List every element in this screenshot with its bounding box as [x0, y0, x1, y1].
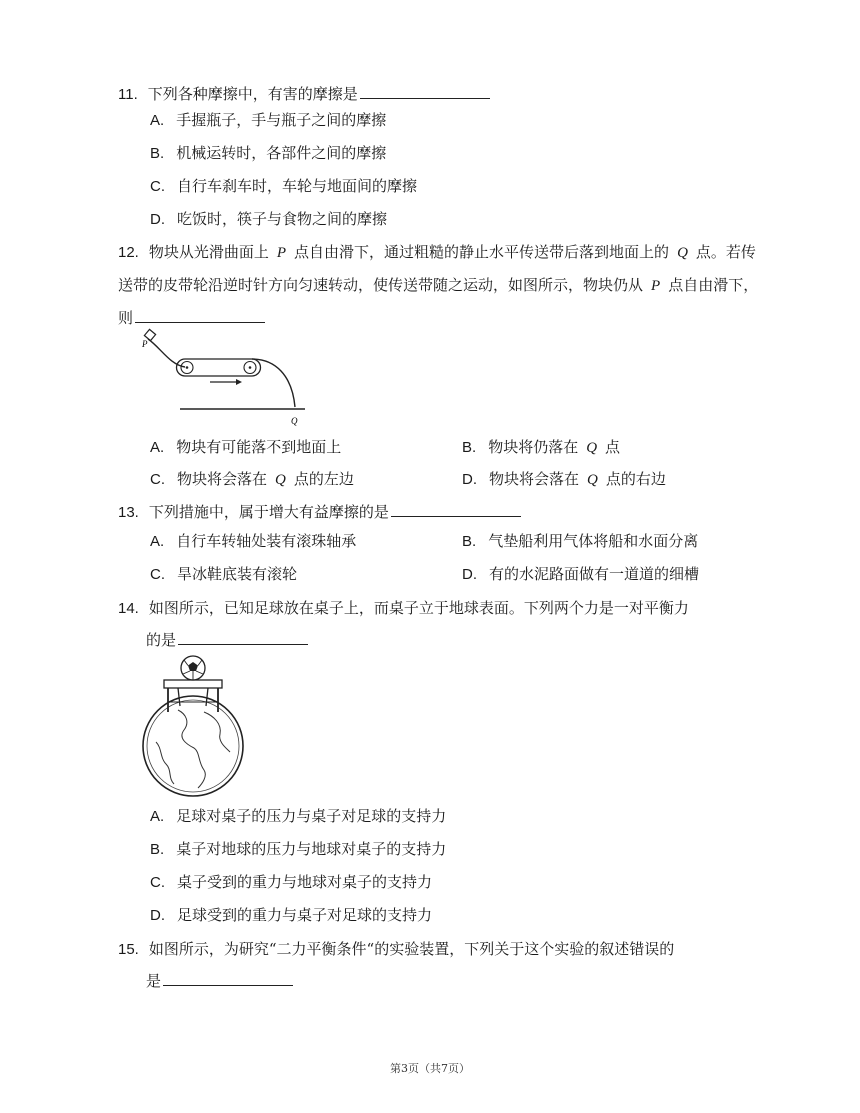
- earth-icon: [143, 696, 243, 796]
- question-stem: 的是: [146, 631, 177, 649]
- option-text: 物块有可能落不到地面上: [176, 438, 342, 456]
- trajectory: [252, 359, 295, 407]
- answer-blank[interactable]: [391, 500, 521, 517]
- option-12-c: [150, 469, 354, 490]
- question-13: [118, 496, 760, 529]
- question-12: [118, 236, 760, 334]
- variable-q: Q: [677, 245, 688, 261]
- option-text: 足球对桌子的压力与桌子对足球的支持力: [176, 807, 447, 825]
- earth-table-figure: [138, 652, 248, 802]
- option-text: 点: [605, 438, 621, 456]
- page-footer: 第3页（共7页）: [390, 1062, 470, 1075]
- variable-q: Q: [275, 472, 286, 488]
- option-text: 桌子对地球的压力与地球对桌子的支持力: [176, 840, 447, 858]
- option-label: D.: [150, 907, 165, 924]
- answer-blank[interactable]: [178, 628, 308, 645]
- option-12-a: [150, 437, 341, 458]
- question-15: [118, 933, 760, 966]
- question-number: 15.: [118, 941, 139, 958]
- option-text: 自行车刹车时，车轮与地面间的摩擦: [177, 177, 418, 195]
- question-stem: 下列各种摩擦中，有害的摩擦是: [147, 85, 358, 103]
- variable-q: Q: [586, 440, 598, 456]
- option-label: B.: [150, 145, 165, 162]
- answer-blank[interactable]: [135, 306, 265, 323]
- question-15-line2: [146, 965, 788, 997]
- option-text: 物块将会落在: [177, 470, 268, 488]
- question-stem: 点自由滑下，通过粗糙的静止水平传送带后落到地面上的: [294, 243, 670, 261]
- option-text: 点的左边: [293, 470, 354, 488]
- conveyor-figure: [140, 325, 310, 430]
- option-text: 手握瓶子，手与瓶子之间的摩擦: [176, 111, 387, 129]
- option-label: C.: [150, 471, 165, 488]
- option-14-c: [150, 872, 432, 893]
- pulley-right-axle: [249, 366, 252, 369]
- option-13-c: [150, 564, 297, 585]
- question-number: 14.: [118, 600, 139, 617]
- option-text: 点的右边: [605, 470, 666, 488]
- option-13-b: [462, 531, 698, 552]
- option-11-d: [150, 209, 387, 230]
- question-11: [118, 78, 760, 111]
- option-label: D.: [150, 211, 165, 228]
- option-label: B.: [462, 439, 477, 456]
- option-label: A.: [150, 533, 165, 550]
- variable-q: Q: [587, 472, 598, 488]
- option-12-d: [462, 469, 666, 490]
- figure-label-p: P: [142, 339, 148, 349]
- smooth-curve: [148, 339, 185, 367]
- variable-p: P: [276, 245, 287, 261]
- option-text: 物块将仍落在: [488, 438, 579, 456]
- question-stem: 点自由滑下，则: [118, 276, 759, 327]
- option-text: 物块将会落在: [489, 470, 580, 488]
- option-text: 桌子受到的重力与地球对桌子的支持力: [177, 873, 433, 891]
- option-text: 吃饭时，筷子与食物之间的摩擦: [177, 210, 388, 228]
- question-number: 12.: [118, 244, 139, 261]
- option-text: 有的水泥路面做有一道道的细槽: [489, 565, 700, 583]
- option-11-a: [150, 110, 386, 131]
- option-label: C.: [150, 874, 165, 891]
- option-label: A.: [150, 439, 165, 456]
- option-label: D.: [462, 471, 477, 488]
- table-top: [164, 680, 222, 688]
- question-stem: 点。若传送带的皮带轮沿逆时针方向匀速转动，使传送带随之运动，如图所示，物块仍从: [118, 243, 756, 294]
- answer-blank[interactable]: [360, 82, 490, 99]
- option-label: D.: [462, 566, 477, 583]
- question-stem: 物块从光滑曲面上: [148, 243, 269, 261]
- figure-label-q: Q: [291, 416, 298, 426]
- option-11-b: [150, 143, 386, 164]
- option-14-b: [150, 839, 446, 860]
- question-stem: 如图所示，已知足球放在桌子上，而桌子立于地球表面。下列两个力是一对平衡力: [148, 599, 689, 617]
- option-14-d: [150, 905, 432, 926]
- question-14: [118, 592, 760, 625]
- question-stem: 如图所示，为研究“二力平衡条件“的实验装置，下列关于这个实验的叙述错误的: [148, 940, 675, 958]
- question-stem: 是: [146, 972, 162, 990]
- option-14-a: [150, 806, 446, 827]
- answer-blank[interactable]: [163, 969, 293, 986]
- question-number: 11.: [118, 86, 138, 103]
- option-label: B.: [150, 841, 165, 858]
- option-text: 旱冰鞋底装有滚轮: [177, 565, 298, 583]
- option-label: C.: [150, 178, 165, 195]
- question-stem: 下列措施中，属于增大有益摩擦的是: [148, 503, 389, 521]
- pulley-left-axle: [186, 366, 189, 369]
- option-12-b: [462, 437, 620, 458]
- option-13-d: [462, 564, 699, 585]
- variable-p: P: [651, 278, 661, 294]
- option-text: 机械运转时，各部件之间的摩擦: [176, 144, 387, 162]
- option-label: A.: [150, 112, 165, 129]
- option-label: B.: [462, 533, 477, 550]
- option-text: 足球受到的重力与桌子对足球的支持力: [177, 906, 433, 924]
- option-text: 自行车转轴处装有滚珠轴承: [176, 532, 357, 550]
- option-label: A.: [150, 808, 165, 825]
- arrow-head: [236, 379, 242, 385]
- option-13-a: [150, 531, 356, 552]
- option-text: 气垫船利用气体将船和水面分离: [488, 532, 699, 550]
- option-label: C.: [150, 566, 165, 583]
- question-number: 13.: [118, 504, 139, 521]
- option-11-c: [150, 176, 417, 197]
